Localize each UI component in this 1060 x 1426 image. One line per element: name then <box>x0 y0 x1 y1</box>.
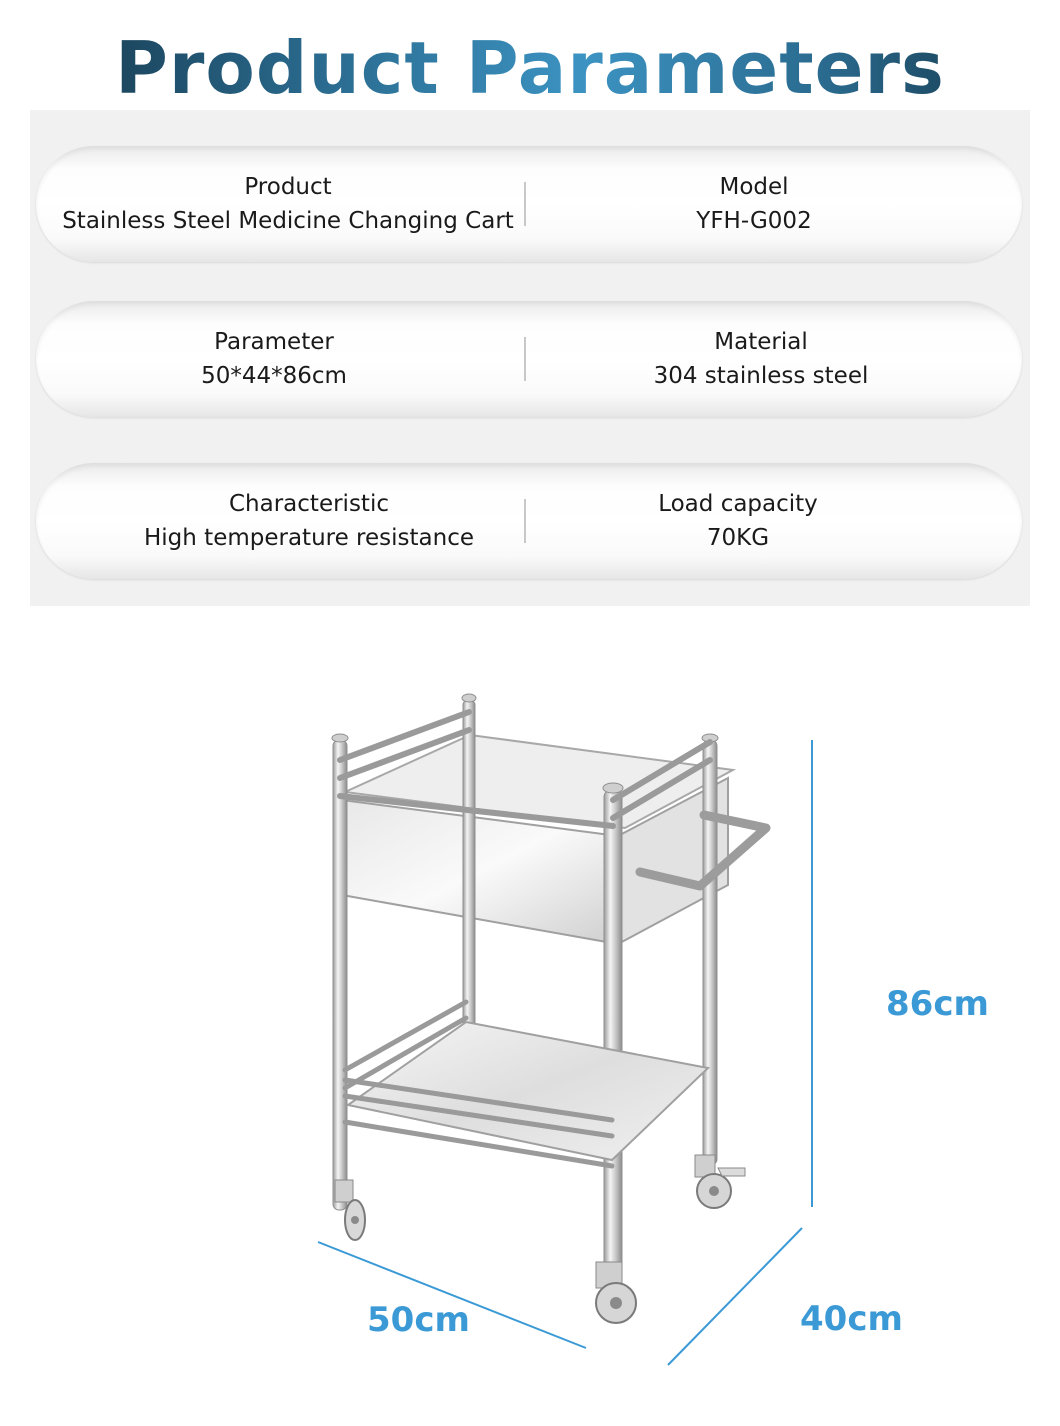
param-value: 50*44*86cm <box>201 363 347 389</box>
param-value: Stainless Steel Medicine Changing Cart <box>62 208 514 234</box>
height-dimension-label: 86cm <box>886 984 989 1024</box>
param-value: 304 stainless steel <box>653 363 869 389</box>
width-dimension-label: 50cm <box>367 1300 470 1340</box>
page-title: Product Parameters <box>0 18 1060 118</box>
param-label: Product <box>244 174 332 200</box>
param-value: 70KG <box>706 525 770 551</box>
caster-wheels <box>335 1155 745 1323</box>
bottom-shelf <box>345 1002 708 1166</box>
param-label: Parameter <box>214 329 334 355</box>
param-label: Model <box>719 174 789 200</box>
param-label: Load capacity <box>658 491 818 517</box>
depth-dimension-label: 40cm <box>800 1299 903 1339</box>
param-value: YFH-G002 <box>696 208 812 234</box>
param-label: Material <box>714 329 808 355</box>
param-label: Characteristic <box>229 491 389 517</box>
param-value: High temperature resistance <box>144 525 474 551</box>
